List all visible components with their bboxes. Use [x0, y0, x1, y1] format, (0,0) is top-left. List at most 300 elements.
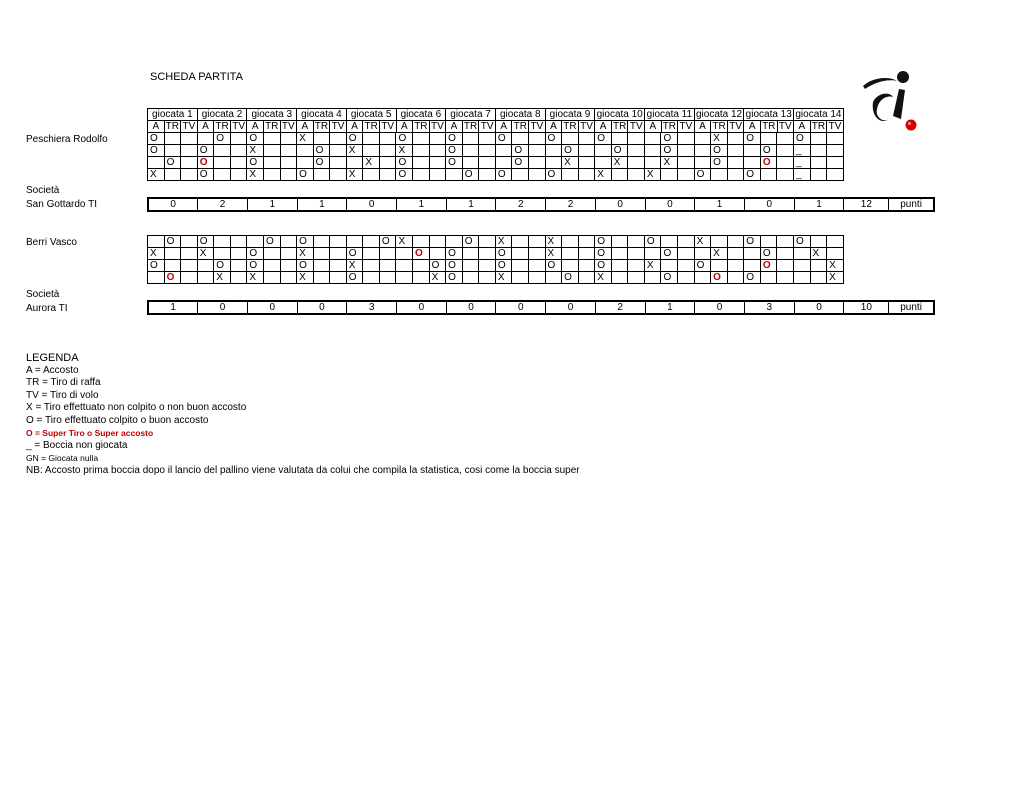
- subcol-header: A: [694, 121, 711, 133]
- shot-cell: [379, 260, 396, 272]
- shot-cell: X: [495, 236, 512, 248]
- shot-cell: X: [363, 157, 380, 169]
- shot-cell: [678, 272, 695, 284]
- shot-row: [148, 248, 844, 260]
- shot-cell: [230, 145, 247, 157]
- score-cell: 0: [595, 198, 645, 211]
- super-mark: O: [713, 271, 721, 283]
- shot-cell: O: [744, 169, 761, 181]
- score-cell: 0: [645, 198, 695, 211]
- shot-cell: [810, 169, 827, 181]
- shot-cell: [595, 157, 612, 169]
- shot-cell: [827, 236, 844, 248]
- shot-cell: [330, 236, 347, 248]
- shot-cell: [711, 169, 728, 181]
- shot-cell: O: [495, 248, 512, 260]
- score-cell: 0: [546, 301, 596, 314]
- shot-cell: [164, 248, 181, 260]
- shot-cell: [512, 272, 529, 284]
- shot-cell: O: [164, 236, 181, 248]
- shot-cell: [280, 145, 297, 157]
- shot-cell: O: [247, 260, 264, 272]
- shot-cell: [462, 272, 479, 284]
- score-cell: 2: [496, 198, 546, 211]
- shot-cell: [181, 157, 198, 169]
- shot-cell: [678, 169, 695, 181]
- shot-cell: [413, 260, 430, 272]
- super-mark: O: [199, 156, 208, 168]
- shot-cell: [148, 236, 165, 248]
- shot-cell: [462, 157, 479, 169]
- shot-cell: [280, 133, 297, 145]
- shot-cell: O: [644, 236, 661, 248]
- shot-cell: [429, 169, 446, 181]
- shot-cell: [644, 272, 661, 284]
- shot-cell: O: [396, 157, 413, 169]
- subcol-header: TV: [580, 121, 593, 132]
- shot-cell: [363, 145, 380, 157]
- legend-item: TV = Tiro di volo: [26, 389, 99, 401]
- shot-cell: [413, 145, 430, 157]
- shot-cell: [164, 145, 181, 157]
- shot-cell: O: [148, 145, 165, 157]
- shot-cell: [661, 236, 678, 248]
- shot-cell: [777, 157, 794, 169]
- shot-cell: [330, 157, 347, 169]
- shot-cell: [363, 260, 380, 272]
- score-cell: 0: [397, 301, 447, 314]
- player-name: Berri Vasco: [26, 237, 77, 248]
- shot-cell: [694, 272, 711, 284]
- score-cell: 1: [645, 301, 695, 314]
- shot-cell: X: [611, 157, 628, 169]
- shot-cell: [644, 133, 661, 145]
- subcol-header: TV: [182, 121, 196, 132]
- shot-cell: O: [462, 169, 479, 181]
- score-row: [147, 197, 935, 212]
- shot-cell: O: [760, 248, 777, 260]
- shot-cell: [727, 248, 744, 260]
- giocata-header: giocata 10: [596, 109, 643, 120]
- shot-cell: [181, 169, 198, 181]
- page-title: SCHEDA PARTITA: [150, 71, 243, 83]
- shot-cell: [644, 157, 661, 169]
- shot-cell: X: [346, 260, 363, 272]
- shot-cell: O: [247, 157, 264, 169]
- shot-cell: [528, 236, 545, 248]
- shot-cell: [197, 133, 214, 145]
- shot-cell: [760, 260, 777, 272]
- shot-cell: O: [595, 248, 612, 260]
- shot-cell: [628, 236, 645, 248]
- shot-cell: [727, 169, 744, 181]
- subcol-header: TV: [778, 121, 792, 132]
- shot-cell: [263, 133, 280, 145]
- shot-cell: [164, 133, 181, 145]
- subcol-header: TR: [563, 121, 577, 132]
- shot-cell: [263, 272, 280, 284]
- shot-cell: [181, 145, 198, 157]
- shot-cell: [479, 169, 496, 181]
- giocata-header: giocata 4: [297, 109, 347, 121]
- subcol-header: TV: [629, 121, 643, 132]
- shot-cell: [313, 248, 330, 260]
- shot-cell: [777, 145, 794, 157]
- shot-cell: [760, 272, 777, 284]
- shot-cell: [479, 260, 496, 272]
- subcol-header: A: [794, 121, 811, 133]
- subcol-header: TR: [811, 121, 826, 132]
- shot-cell: O: [446, 133, 463, 145]
- legend-nulla: GN = Giocata nulla: [26, 453, 99, 463]
- subcol-header: TV: [729, 121, 742, 132]
- shot-cell: [379, 157, 396, 169]
- shot-cell: [214, 236, 231, 248]
- shot-cell: O: [661, 145, 678, 157]
- subcol-header: TR: [613, 121, 627, 132]
- shot-cell: [760, 236, 777, 248]
- shot-cell: O: [346, 248, 363, 260]
- shot-cell: [313, 169, 330, 181]
- subcol-header: A: [744, 121, 761, 133]
- shot-cell: O: [495, 169, 512, 181]
- shot-cell: O: [446, 248, 463, 260]
- shot-cell: [363, 272, 380, 284]
- shot-cell: [694, 145, 711, 157]
- legend: [26, 352, 580, 477]
- shot-cell: [446, 169, 463, 181]
- score-cell: 0: [148, 198, 198, 211]
- legend-super: O = Super Tiro o Super accosto: [26, 428, 154, 438]
- giocata-header: giocata 3: [247, 109, 297, 121]
- shot-cell: [678, 236, 695, 248]
- shot-cell: O: [711, 157, 728, 169]
- shot-cell: O: [760, 145, 777, 157]
- shot-cell: [727, 145, 744, 157]
- subcol-header: TV: [679, 121, 693, 132]
- shot-cell: [810, 157, 827, 169]
- legend-item: TR = Tiro di raffa: [26, 377, 101, 388]
- shot-cell: O: [545, 260, 562, 272]
- shot-row: [148, 260, 844, 272]
- shot-cell: [479, 157, 496, 169]
- shot-cell: O: [214, 260, 231, 272]
- shot-cell: [810, 236, 827, 248]
- score-cell: 0: [794, 301, 844, 314]
- subcol-header: A: [148, 121, 165, 133]
- legend-item: O = Tiro effettuato colpito o buon accosto: [26, 414, 209, 426]
- subcol-header: TR: [364, 121, 378, 132]
- score-cell: 3: [347, 301, 397, 314]
- shot-cell: [313, 133, 330, 145]
- shot-cell: [810, 260, 827, 272]
- shot-cell: [528, 145, 545, 157]
- legend-item: A = Accosto: [26, 364, 79, 376]
- shot-cell: [727, 272, 744, 284]
- subcol-header: TR: [762, 121, 776, 132]
- shot-cell: [744, 248, 761, 260]
- shot-cell: [827, 169, 844, 181]
- shot-cell: X: [148, 248, 165, 260]
- shot-cell: O: [611, 145, 628, 157]
- shot-cell: O: [429, 260, 446, 272]
- shot-cell: _: [793, 169, 810, 181]
- shot-cell: X: [247, 145, 264, 157]
- societa-label: Società: [26, 185, 60, 196]
- shot-cell: O: [297, 169, 314, 181]
- subcol-header: TV: [381, 121, 395, 132]
- shot-cell: [181, 248, 198, 260]
- shot-cell: [247, 236, 264, 248]
- shot-cell: [578, 157, 595, 169]
- shot-cell: [711, 260, 728, 272]
- shot-cell: [479, 248, 496, 260]
- shot-cell: [230, 169, 247, 181]
- shot-cell: [479, 133, 496, 145]
- subcol-header: A: [247, 121, 264, 133]
- shot-cell: O: [247, 133, 264, 145]
- shot-cell: [678, 133, 695, 145]
- shot-cell: [611, 272, 628, 284]
- shot-cell: X: [644, 260, 661, 272]
- shot-cell: [346, 236, 363, 248]
- shot-cell: [181, 236, 198, 248]
- shot-cell: [711, 236, 728, 248]
- shot-cell: [578, 272, 595, 284]
- shot-cell: O: [661, 133, 678, 145]
- shot-cell: [545, 145, 562, 157]
- shot-cell: [578, 133, 595, 145]
- shot-cell: O: [495, 260, 512, 272]
- shot-cell: [413, 157, 430, 169]
- subcol-header: TV: [431, 121, 444, 132]
- shot-cell: [528, 272, 545, 284]
- shot-cell: O: [694, 260, 711, 272]
- shot-cell: [479, 272, 496, 284]
- subcol-header: TR: [463, 121, 478, 132]
- shot-cell: [760, 157, 777, 169]
- shot-cell: [528, 157, 545, 169]
- shot-cell: [363, 248, 380, 260]
- shot-row: [148, 169, 844, 181]
- shot-cell: O: [462, 236, 479, 248]
- shot-cell: [197, 260, 214, 272]
- shot-cell: [379, 272, 396, 284]
- shot-cell: [512, 133, 529, 145]
- shot-cell: [263, 145, 280, 157]
- giocata-header: giocata 1: [148, 109, 198, 121]
- subcol-header: A: [396, 121, 413, 133]
- shot-cell: O: [744, 133, 761, 145]
- score-cell: 0: [347, 198, 397, 211]
- giocata-header: giocata 2: [197, 109, 247, 121]
- shot-cell: X: [810, 248, 827, 260]
- shot-cell: [396, 272, 413, 284]
- score-cell: 1: [397, 198, 447, 211]
- giocata-header: giocata 12: [695, 109, 743, 120]
- shot-cell: [479, 236, 496, 248]
- shot-cell: [628, 169, 645, 181]
- shot-cell: O: [793, 133, 810, 145]
- shot-cell: [280, 236, 297, 248]
- giocata-header: giocata 14: [795, 109, 842, 120]
- shot-cell: [413, 133, 430, 145]
- score-cell: 0: [496, 301, 546, 314]
- shot-cell: [678, 248, 695, 260]
- shot-cell: [727, 236, 744, 248]
- shot-cell: [330, 133, 347, 145]
- shot-cell: O: [744, 272, 761, 284]
- super-mark: O: [762, 156, 771, 168]
- score-cell: 1: [695, 198, 745, 211]
- shot-cell: [462, 248, 479, 260]
- legend-item: X = Tiro effettuato non colpito o non buon accosto: [26, 402, 247, 413]
- shot-cell: [827, 248, 844, 260]
- shot-cell: X: [595, 169, 612, 181]
- shot-cell: [694, 133, 711, 145]
- shot-cell: O: [545, 133, 562, 145]
- shot-cell: [230, 260, 247, 272]
- shot-cell: [562, 260, 579, 272]
- shot-cell: O: [512, 145, 529, 157]
- shot-cell: [413, 272, 430, 284]
- shot-cell: O: [446, 260, 463, 272]
- giocata-header: giocata 11: [645, 109, 695, 121]
- shot-cell: X: [661, 157, 678, 169]
- shot-cell: [197, 157, 214, 169]
- subcol-header: TR: [215, 121, 229, 132]
- shot-cell: [379, 145, 396, 157]
- shot-cell: [562, 236, 579, 248]
- shot-row: [148, 157, 844, 169]
- score-cell: 0: [695, 301, 745, 314]
- subcol-header: A: [495, 121, 512, 133]
- subcol-header: A: [595, 121, 612, 133]
- shot-cell: [611, 169, 628, 181]
- super-mark: O: [415, 247, 423, 259]
- shot-cell: [562, 169, 579, 181]
- shot-cell: [562, 248, 579, 260]
- subcol-header: TR: [414, 121, 428, 132]
- score-cell: 0: [297, 301, 347, 314]
- shot-cell: [413, 248, 430, 260]
- shot-cell: [280, 169, 297, 181]
- shot-cell: [628, 157, 645, 169]
- shot-cell: [363, 133, 380, 145]
- shot-cell: O: [446, 157, 463, 169]
- subcol-header: A: [197, 121, 214, 133]
- shot-cell: [148, 272, 165, 284]
- shot-cell: O: [247, 248, 264, 260]
- bocce-player-logo: [859, 69, 925, 133]
- shot-cell: [263, 169, 280, 181]
- subcol-header: TV: [331, 121, 345, 132]
- score-cell: 0: [247, 301, 297, 314]
- shot-cell: [827, 145, 844, 157]
- shot-cell: X: [148, 169, 165, 181]
- shot-cell: [479, 145, 496, 157]
- shot-cell: [793, 260, 810, 272]
- subcol-header: TV: [530, 121, 544, 132]
- shot-cell: [611, 260, 628, 272]
- shot-cell: [727, 260, 744, 272]
- shot-cell: [363, 169, 380, 181]
- giocata-header: giocata 8: [495, 109, 545, 121]
- shot-cell: [545, 157, 562, 169]
- shot-cell: [230, 272, 247, 284]
- shot-cell: O: [263, 236, 280, 248]
- shot-cell: O: [396, 133, 413, 145]
- societa-name: San Gottardo TI: [26, 199, 97, 210]
- shot-cell: X: [545, 236, 562, 248]
- shot-cell: O: [661, 248, 678, 260]
- shot-cell: [694, 248, 711, 260]
- legend-non-giocata: _ = Boccia non giocata: [26, 439, 128, 451]
- shot-cell: [379, 133, 396, 145]
- shot-cell: [810, 133, 827, 145]
- shot-cell: O: [595, 236, 612, 248]
- shot-cell: [379, 169, 396, 181]
- shot-cell: X: [562, 157, 579, 169]
- shot-cell: [429, 248, 446, 260]
- shot-row: [148, 133, 844, 145]
- shot-cell: [164, 260, 181, 272]
- shot-cell: [214, 248, 231, 260]
- shot-cell: [330, 145, 347, 157]
- subcol-header: TR: [513, 121, 527, 132]
- shot-cell: O: [711, 145, 728, 157]
- shot-cell: [810, 145, 827, 157]
- shot-cell: O: [164, 157, 181, 169]
- score-cell: 0: [744, 198, 794, 211]
- subcol-header: A: [545, 121, 562, 133]
- shot-cell: O: [313, 145, 330, 157]
- shot-cell: O: [793, 236, 810, 248]
- shot-cell: [230, 133, 247, 145]
- shot-cell: X: [297, 272, 314, 284]
- shot-cell: [678, 260, 695, 272]
- legend-nb: NB: Accosto prima boccia dopo il lancio del pallino viene valutata da colui che compila la statistica, cosi come la boccia super: [26, 464, 580, 476]
- super-mark: O: [166, 271, 175, 283]
- shot-cell: [644, 145, 661, 157]
- shot-cell: O: [446, 272, 463, 284]
- shot-cell: [379, 248, 396, 260]
- shot-cell: O: [595, 260, 612, 272]
- shot-cell: X: [297, 248, 314, 260]
- subcol-header: TR: [165, 121, 180, 132]
- shot-cell: [346, 157, 363, 169]
- shot-cell: [214, 157, 231, 169]
- shot-cell: [827, 133, 844, 145]
- score-unit: punti: [889, 301, 934, 314]
- subcol-header: TR: [662, 121, 677, 132]
- shot-cell: [744, 145, 761, 157]
- shot-cell: X: [396, 145, 413, 157]
- shot-cell: [678, 145, 695, 157]
- shot-cell: O: [148, 260, 165, 272]
- score-cell: 0: [446, 301, 496, 314]
- giocata-header: giocata 5: [346, 109, 396, 121]
- subcol-header: A: [297, 121, 314, 133]
- giocate-header: [147, 108, 844, 133]
- shot-cell: O: [297, 236, 314, 248]
- shot-cell: [744, 157, 761, 169]
- shot-cell: [214, 145, 231, 157]
- societa-label: Società: [26, 289, 60, 300]
- shot-cell: [280, 272, 297, 284]
- shot-cell: [429, 145, 446, 157]
- score-cell: 2: [546, 198, 596, 211]
